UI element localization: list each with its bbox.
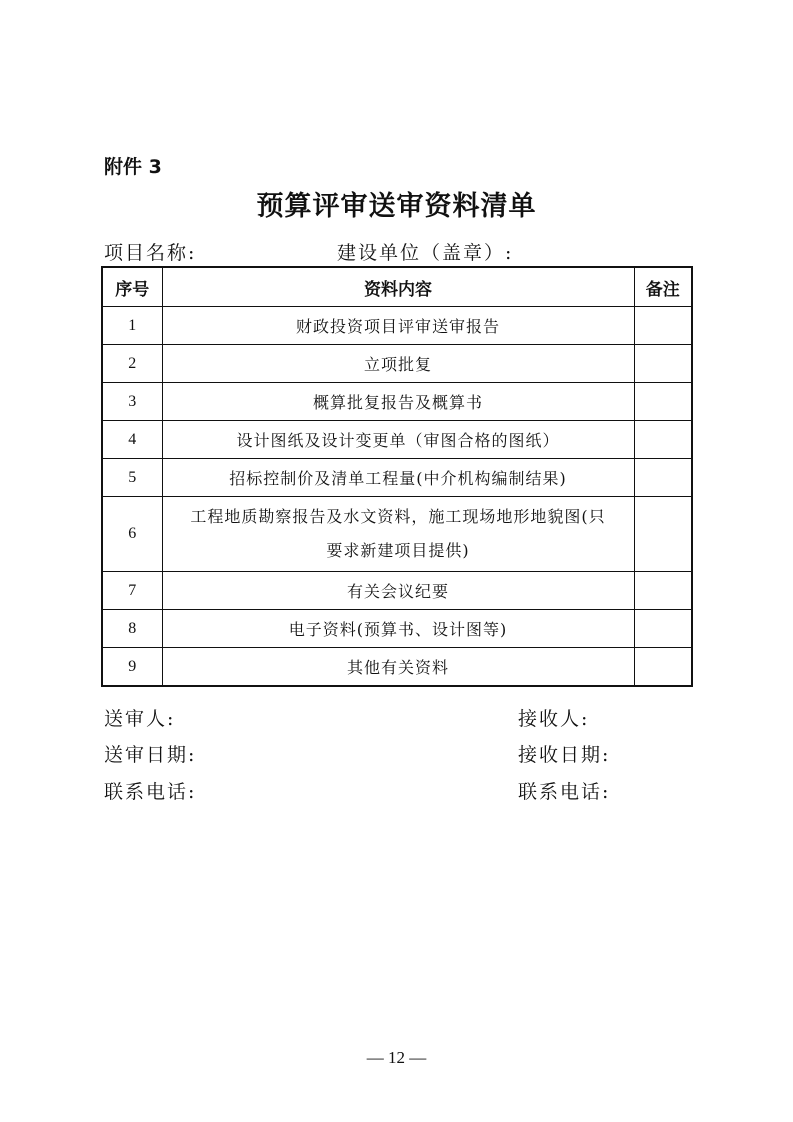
row-remark[interactable] [634,383,692,421]
materials-table [101,266,693,687]
receiver-label: 接收人: [518,708,590,730]
row-remark[interactable] [634,459,692,497]
row-remark[interactable] [634,307,692,345]
row-remark[interactable] [634,345,692,383]
header-content: 资料内容 [162,267,634,307]
table-row [102,345,692,383]
table-row [102,572,692,610]
row-remark[interactable] [634,610,692,648]
row-content [162,497,634,572]
table-row [102,421,692,459]
page-number: — 12 — [366,1048,427,1067]
receive-date-label: 接收日期: [518,744,611,766]
row-content: 财政投资项目评审送审报告 [162,307,634,345]
table-row [102,459,692,497]
row-content: 其他有关资料 [162,648,634,687]
submitter-label: 送审人: [104,708,176,730]
row-content: 电子资料(预算书、设计图等) [162,610,634,648]
project-name-label: 项目名称: [104,242,197,264]
row-seq: 5 [102,459,162,497]
row-seq: 6 [102,497,162,572]
row-remark[interactable] [634,497,692,572]
receiver-phone-label: 联系电话: [518,781,611,803]
header-remark: 备注 [634,267,692,307]
row-content: 立项批复 [162,345,634,383]
attachment-label: 附件 3 [104,156,162,178]
header-seq: 序号 [102,267,162,307]
table-row [102,383,692,421]
row-remark[interactable] [634,421,692,459]
table-header-row [102,267,692,307]
row-remark[interactable] [634,648,692,687]
build-unit-label: 建设单位（盖章）: [337,242,514,264]
table-row [102,497,692,572]
row-seq: 8 [102,610,162,648]
document-title: 预算评审送审资料清单 [256,191,537,222]
row-seq: 3 [102,383,162,421]
row-content: 有关会议纪要 [162,572,634,610]
row-remark[interactable] [634,572,692,610]
row-content-line-1: 工程地质勘察报告及水文资料，施工现场地形地貌图(只 [190,507,606,526]
row-seq: 4 [102,421,162,459]
submit-date-label: 送审日期: [104,744,197,766]
row-seq: 1 [102,307,162,345]
row-content: 招标控制价及清单工程量(中介机构编制结果) [162,459,634,497]
submitter-phone-label: 联系电话: [104,781,197,803]
row-content: 设计图纸及设计变更单（审图合格的图纸） [162,421,634,459]
table-row [102,610,692,648]
row-content-line-2: 要求新建项目提供) [326,541,470,560]
row-seq: 7 [102,572,162,610]
table-row [102,648,692,687]
row-seq: 9 [102,648,162,687]
row-seq: 2 [102,345,162,383]
table-row [102,307,692,345]
row-content: 概算批复报告及概算书 [162,383,634,421]
